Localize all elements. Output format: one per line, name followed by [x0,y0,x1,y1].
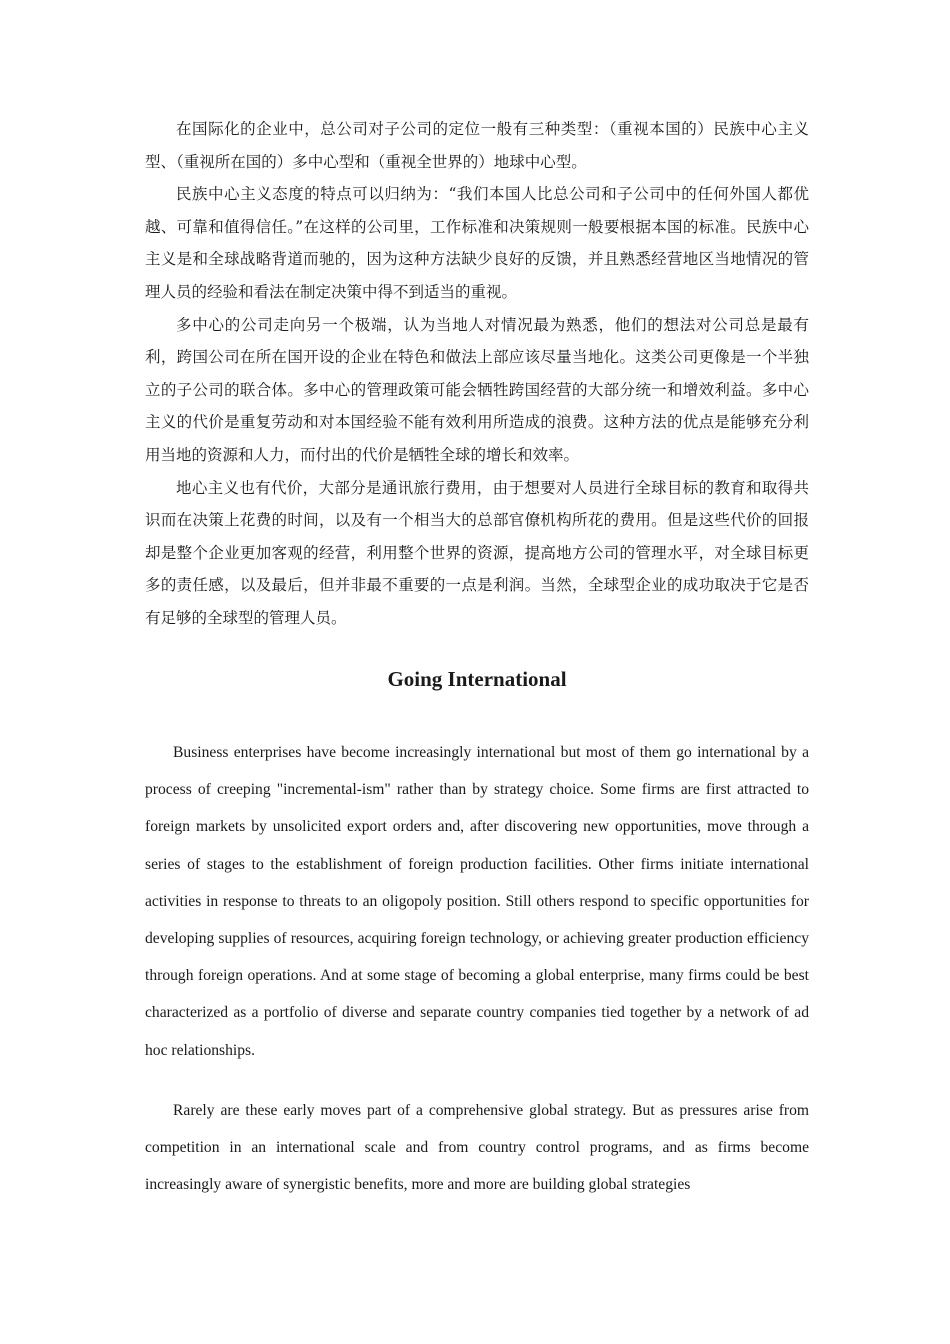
english-section-title: Going International [387,667,567,691]
cn-paragraph-1: 在国际化的企业中，总公司对子公司的定位一般有三种类型：（重视本国的）民族中心主义型、（重视所在国的）多中心型和（重视全世界的）地球中心型。 [145,120,809,171]
chinese-text-section [145,113,809,635]
cn-paragraph-2: 民族中心主义态度的特点可以归纳为：“我们本国人比总公司和子公司中的任何外国人都优越、可靠和值得信任。”在这样的公司里，工作标准和决策规则一般要根据本国的标准。民族中心主义是和全球战略背道而驰的，因为这种方法缺少良好的反馈，并且熟悉经营地区当地情况的管理人员的经验和看法在制定决策中得不到适当的重视。 [145,185,809,301]
cn-paragraph-3: 多中心的公司走向另一个极端，认为当地人对情况最为熟悉，他们的想法对公司总是最有利，跨国公司在所在国开设的企业在特色和做法上部应该尽量当地化。这类公司更像是一个半独立的子公司的联合体。多中心的管理政策可能会牺牲跨国经营的大部分统一和增效利益。多中心主义的代价是重复劳动和对本国经验不能有效利用所造成的浪费。这种方法的优点是能够充分利用当地的资源和人力，而付出的代价是牺牲全球的增长和效率。 [145,315,809,464]
en-paragraph-2: Rarely are these early moves part of a comprehensive global strategy. But as pressures arise from competition in an international scale and from country control programs, and as firms become increasingly aware of synergistic benefits, more and more are building global strategies [145,1102,809,1194]
en-paragraph-1: Business enterprises have become increasingly international but most of them go international by a process of creeping "incremental-ism" rather than by strategy choice. Some firms are first attracted to foreign markets by unsolicited export orders and, after discovering new opportunities, move through a series of stages to the establishment of foreign production facilities. Other firms initiate international activities in response to threats to an oligopoly position. Still others respond to specific opportunities for developing supplies of resources, acquiring foreign technology, or achieving greater production efficiency through foreign operations. And at some stage of becoming a global enterprise, many firms could be best characterized as a portfolio of diverse and separate country companies tied together by a network of ad hoc relationships. [145,744,809,1059]
cn-paragraph-4: 地心主义也有代价，大部分是通讯旅行费用，由于想要对人员进行全球目标的教育和取得共识而在决策上花费的时间，以及有一个相当大的总部官僚机构所花的费用。但是这些代价的回报却是整个企业更加客观的经营，利用整个世界的资源，提高地方公司的管理水平，对全球目标更多的责任感，以及最后，但并非最不重要的一点是利润。当然，全球型企业的成功取决于它是否有足够的全球型的管理人员。 [145,478,809,627]
